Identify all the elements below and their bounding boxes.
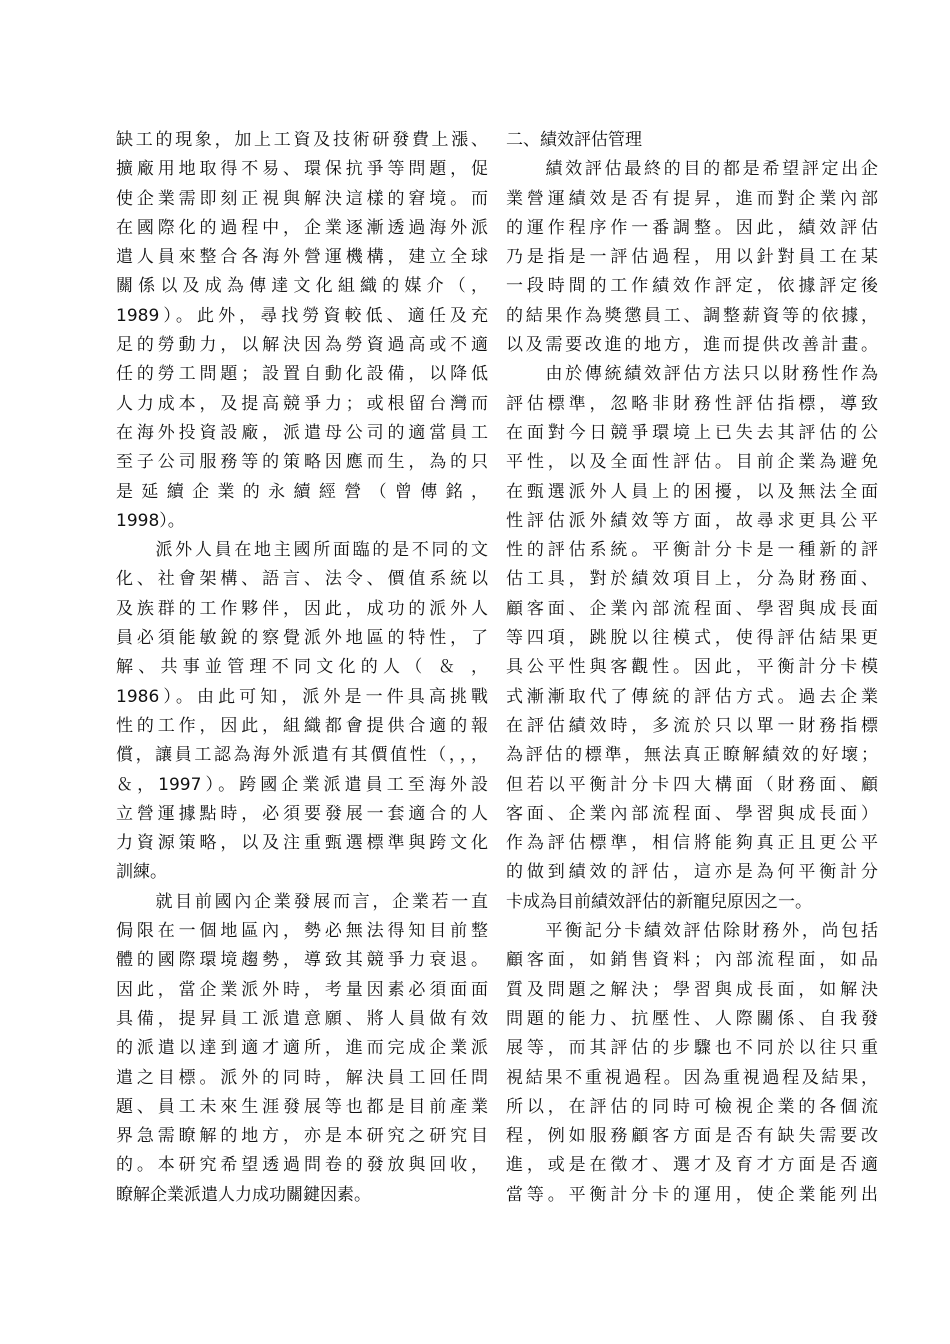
text-line: 顧客面，如銷售資料；內部流程面，如品 [506, 950, 878, 971]
text-line: 顧客面、企業內部流程面、學習與成長面 [506, 598, 878, 619]
text-line: 視結果不重視過程。因為重視過程及結果， [506, 1067, 878, 1088]
text-line: 訓練。 [116, 862, 167, 883]
text-line: 但若以平衡計分卡四大構面（財務面、顧 [506, 774, 878, 795]
text-line: 客面、企業內部流程面、學習與成長面） [506, 803, 878, 824]
text-line: 等四項，跳脫以往模式，使得評估結果更 [506, 628, 878, 649]
text-line: 力資源策略，以及注重甄選標準與跨文化 [116, 833, 488, 854]
text-line: 侷限在一個地區內，勢必無法得知目前整 [116, 921, 488, 942]
text-line: 的結果作為獎懲員工、調整薪資等的依據， [506, 305, 878, 326]
text-line: 性評估派外績效等方面，故尋求更具公平 [506, 510, 878, 531]
text-line: 在面對今日競爭環境上已失去其評估的公 [506, 422, 878, 443]
text-line: 缺工的現象，加上工資及技術研發費上漲、 [116, 130, 488, 150]
text-line: 1986）。由此可知，派外是一件具高挑戰 [116, 686, 488, 707]
text-line: 遣之目標。派外的同時，解決員工回任問 [116, 1067, 488, 1088]
text-line: 估工具，對於績效項目上，分為財務面、 [506, 569, 878, 590]
text-line: 任的勞工問題；設置自動化設備，以降低 [116, 364, 488, 385]
text-line: 當等。平衡計分卡的運用，使企業能列出 [506, 1184, 878, 1205]
text-line: 擴廠用地取得不易、環保抗爭等問題，促 [116, 159, 488, 180]
text-line: 界急需瞭解的地方，亦是本研究之研究目 [116, 1126, 488, 1147]
text-line: 所以，在評估的同時可檢視企業的各個流 [506, 1096, 878, 1117]
text-line: 卡成為目前績效評估的新寵兒原因之一。 [506, 891, 812, 912]
text-line: 的。本研究希望透過問卷的發放與回收， [116, 1155, 488, 1176]
text-line: 解、共事並管理不同文化的人（ ＆ ， [116, 657, 488, 678]
section-heading: 二、績效評估管理 [506, 130, 642, 150]
text-line: 的運作程序作一番調整。因此，績效評估 [506, 217, 878, 238]
text-line: 就目前國內企業發展而言，企業若一直 [116, 891, 488, 912]
text-line: 化、社會架構、語言、法令、價值系統以 [116, 569, 488, 590]
text-line: 1998）。 [116, 510, 185, 531]
text-line: 一段時間的工作績效作評定，依據評定後 [506, 276, 878, 297]
text-line: 平性，以及全面性評估。目前企業為避免 [506, 452, 878, 473]
text-line: 瞭解企業派遣人力成功關鍵因素。 [116, 1184, 371, 1205]
text-line: 至子公司服務等的策略因應而生，為的只 [116, 452, 488, 473]
text-line: 問題的能力、抗壓性、人際關係、自我發 [506, 1008, 878, 1029]
text-line: 是延續企業的永續經營（曾傳銘， [116, 481, 488, 502]
text-line: 進，或是在徵才、選才及育才方面是否適 [506, 1155, 878, 1176]
right-column [506, 126, 878, 1210]
text-line: 遣人員來整合各海外營運機構，建立全球 [116, 247, 488, 268]
text-line: 程，例如服務顧客方面是否有缺失需要改 [506, 1126, 878, 1147]
text-line: 評估標準，忽略非財務性評估指標，導致 [506, 393, 878, 414]
text-line: 足的勞動力，以解決因為勞資過高或不適 [116, 335, 488, 356]
text-line: 關係以及成為傳達文化組織的媒介（， [116, 276, 488, 297]
text-line: 員必須能敏銳的察覺派外地區的特性，了 [116, 628, 488, 649]
text-line: 質及問題之解決；學習與成長面，如解決 [506, 979, 878, 1000]
text-line: 立營運據點時，必須要發展一套適合的人 [116, 803, 488, 824]
text-line: 在海外投資設廠，派遣母公司的適當員工 [116, 422, 488, 443]
text-line: 的做到績效的評估，這亦是為何平衡計分 [506, 862, 878, 883]
text-line: 具備，提昇員工派遣意願、將人員做有效 [116, 1008, 488, 1029]
text-line: 式漸漸取代了傳統的評估方式。過去企業 [506, 686, 878, 707]
text-line: 績效評估最終的目的都是希望評定出企 [506, 159, 878, 180]
text-line: 償，讓員工認為海外派遣有其價值性（，，， [116, 745, 488, 766]
text-line: 在國際化的過程中，企業逐漸透過海外派 [116, 217, 488, 238]
left-column [116, 126, 488, 1210]
text-line: 性的工作，因此，組織都會提供合適的報 [116, 715, 488, 736]
text-line: ＆，1997）。跨國企業派遣員工至海外設 [116, 774, 488, 795]
text-line: 題、員工未來生涯發展等也都是目前產業 [116, 1096, 488, 1117]
text-line: 1989）。此外，尋找勞資較低、適任及充 [116, 305, 488, 326]
text-line: 由於傳統績效評估方法只以財務性作為 [506, 364, 878, 385]
text-line: 具公平性與客觀性。因此，平衡計分卡模 [506, 657, 878, 678]
text-line: 因此，當企業派外時，考量因素必須面面 [116, 979, 488, 1000]
text-line: 為評估的標準，無法真正瞭解績效的好壞； [506, 745, 878, 766]
text-line: 乃是指是一評估過程，用以針對員工在某 [506, 247, 878, 268]
text-line: 展等，而其評估的步驟也不同於以往只重 [506, 1038, 878, 1059]
text-line: 在甄選派外人員上的困擾，以及無法全面 [506, 481, 878, 502]
text-line: 以及需要改進的地方，進而提供改善計畫。 [506, 335, 878, 356]
text-line: 體的國際環境趨勢，導致其競爭力衰退。 [116, 950, 488, 971]
text-line: 人力成本，及提高競爭力；或根留台灣而 [116, 393, 488, 414]
text-line: 派外人員在地主國所面臨的是不同的文 [116, 540, 488, 561]
text-line: 及族群的工作夥伴，因此，成功的派外人 [116, 598, 488, 619]
text-line: 性的評估系統。平衡計分卡是一種新的評 [506, 540, 878, 561]
text-line: 使企業需即刻正視與解決這樣的窘境。而 [116, 188, 488, 209]
text-line: 業營運績效是否有提昇，進而對企業內部 [506, 188, 878, 209]
text-line: 在評估績效時，多流於只以單一財務指標 [506, 715, 878, 736]
text-line: 平衡記分卡績效評估除財務外，尚包括 [506, 921, 878, 942]
text-line: 的派遣以達到適才適所，進而完成企業派 [116, 1038, 488, 1059]
text-line: 作為評估標準，相信將能夠真正且更公平 [506, 833, 878, 854]
